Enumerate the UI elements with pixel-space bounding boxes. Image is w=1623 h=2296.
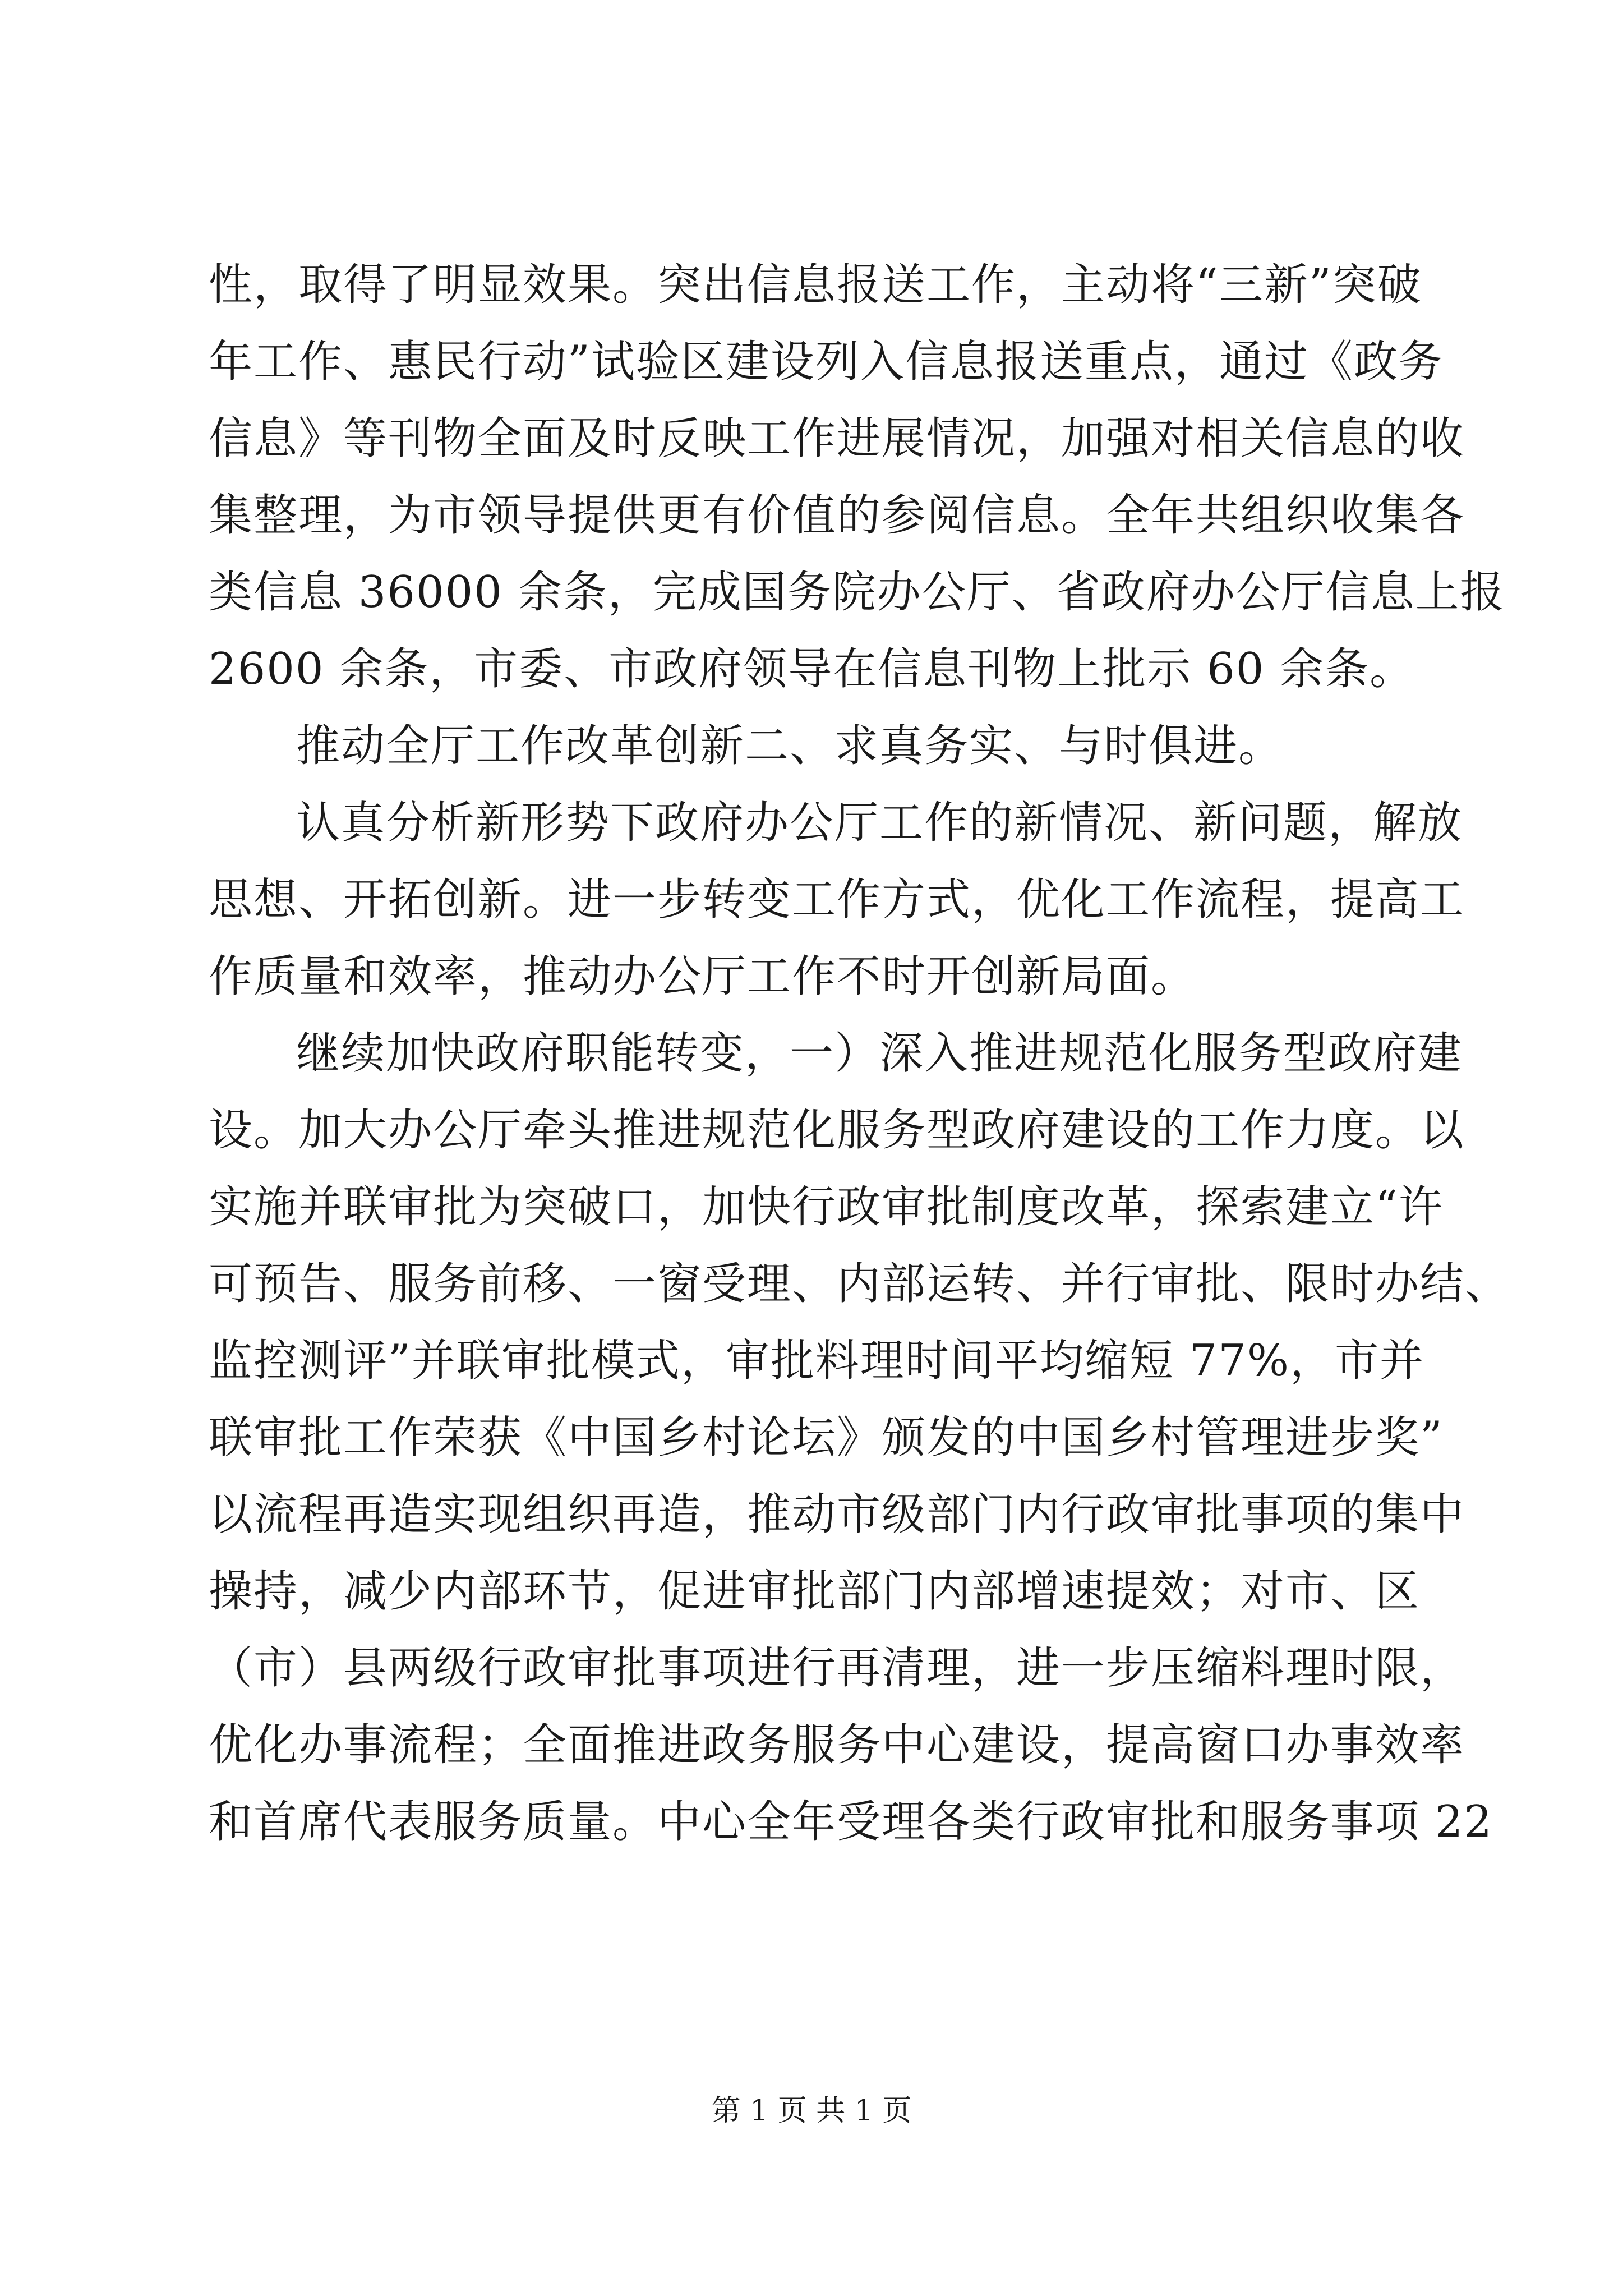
text-line: 2600 余条，市委、市政府领导在信息刊物上批示 60 余条。 bbox=[209, 644, 1415, 694]
text-line: 思想、开拓创新。进一步转变工作方式，优化工作流程，提高工 bbox=[209, 875, 1465, 925]
text-line: 继续加快政府职能转变，一）深入推进规范化服务型政府建 bbox=[296, 1028, 1463, 1079]
page-number-footer: 第 1 页 共 1 页 bbox=[711, 2094, 912, 2128]
text-line: 和首席代表服务质量。中心全年受理各类行政审批和服务事项 22 bbox=[209, 1797, 1493, 1847]
document-body bbox=[209, 247, 1510, 1861]
text-line: 作质量和效率，推动办公厅工作不时开创新局面。 bbox=[209, 951, 1196, 1002]
paragraph-heading: 推动全厅工作改革创新二、求真务实、与时俱进。 bbox=[296, 721, 1284, 771]
text-line: 集整理，为市领导提供更有价值的参阅信息。全年共组织收集各 bbox=[209, 490, 1465, 541]
text-line: 类信息 36000 余条，完成国务院办公厅、省政府办公厅信息上报 bbox=[209, 567, 1505, 618]
text-line: 优化办事流程；全面推进政务服务中心建设，提高窗口办事效率 bbox=[209, 1720, 1465, 1770]
text-line: 可预告、服务前移、一窗受理、内部运转、并行审批、限时办结、 bbox=[209, 1259, 1510, 1309]
text-line: 年工作、惠民行动”试验区建设列入信息报送重点，通过《政务 bbox=[209, 337, 1444, 387]
text-line: 设。加大办公厅牵头推进规范化服务型政府建设的工作力度。以 bbox=[209, 1105, 1465, 1156]
text-line: 以流程再造实现组织再造，推动市级部门内行政审批事项的集中 bbox=[209, 1489, 1465, 1540]
text-line: （市）县两级行政审批事项进行再清理，进一步压缩料理时限， bbox=[209, 1643, 1465, 1694]
text-line: 性，取得了明显效果。突出信息报送工作，主动将“三新”突破 bbox=[209, 260, 1422, 310]
text-line: 实施并联审批为突破口，加快行政审批制度改革，探索建立“许 bbox=[209, 1182, 1444, 1232]
text-line: 信息》等刊物全面及时反映工作进展情况，加强对相关信息的收 bbox=[209, 413, 1465, 464]
text-line: 联审批工作荣获《中国乡村论坛》颁发的中国乡村管理进步奖” bbox=[209, 1412, 1444, 1463]
text-line: 监控测评”并联审批模式，审批料理时间平均缩短 77%，市并 bbox=[209, 1336, 1425, 1386]
text-line: 认真分析新形势下政府办公厅工作的新情况、新问题，解放 bbox=[296, 798, 1463, 848]
text-line: 操持，减少内部环节，促进审批部门内部增速提效；对市、区 bbox=[209, 1566, 1421, 1617]
